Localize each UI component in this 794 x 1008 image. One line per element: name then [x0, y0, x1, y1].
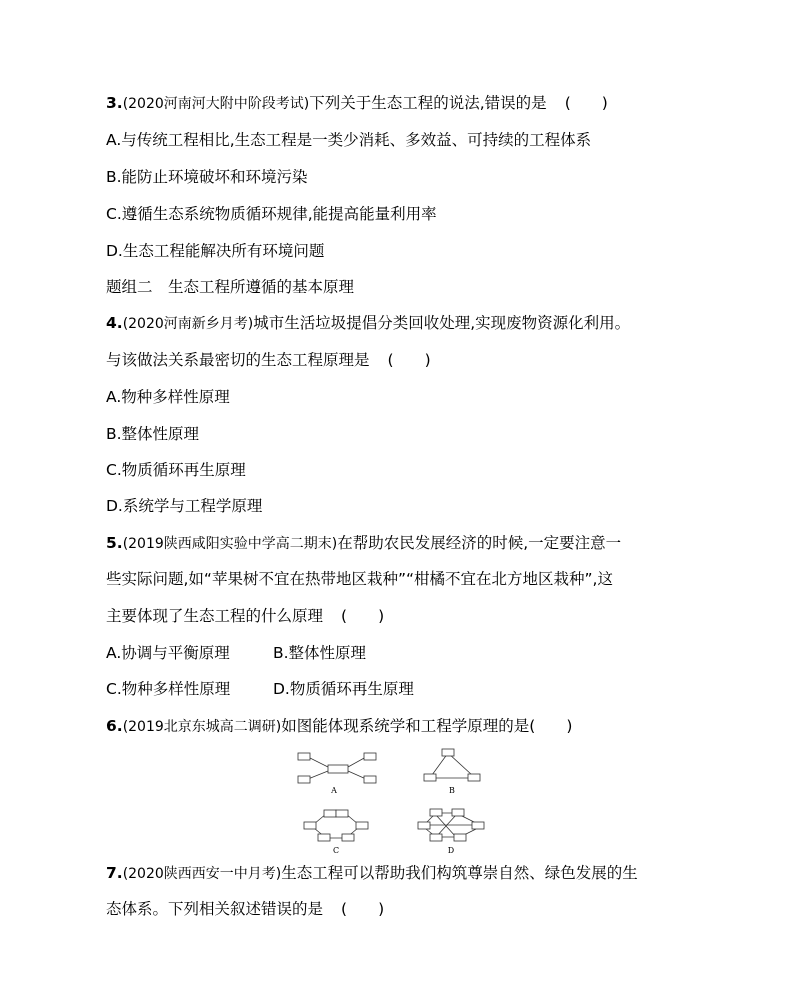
q7-number: 7. — [106, 864, 123, 882]
q3-stem — [106, 93, 608, 114]
q7-text-1: 生态工程可以帮助我们构筑尊崇自然、绿色发展的生 — [281, 864, 638, 882]
diagram-c — [304, 810, 368, 841]
q6-stem — [106, 716, 572, 737]
q4-number: 4. — [106, 314, 123, 332]
q5-answer-paren: ( ) — [341, 607, 385, 625]
q4-source: (2020河南新乡月考) — [122, 316, 254, 332]
q3-option-a: A.与传统工程相比,生态工程是一类少消耗、多效益、可持续的工程体系 — [106, 131, 592, 149]
q5-stem-line1 — [106, 533, 621, 554]
q5-number: 5. — [106, 534, 123, 552]
q3-option-b: B.能防止环境破坏和环境污染 — [106, 168, 308, 186]
q3-text: 下列关于生态工程的说法,错误的是 — [309, 94, 547, 112]
q6-figure — [296, 745, 496, 860]
q3-number: 3. — [106, 94, 123, 112]
q6-answer-paren: ( ) — [529, 717, 573, 735]
q4-option-b: B.整体性原理 — [106, 425, 200, 443]
figure-label-d: D — [447, 846, 455, 855]
q5-stem-line3 — [106, 606, 384, 626]
figure-label-a: A — [331, 786, 337, 795]
q5-option-c: C.物种多样性原理 — [106, 680, 231, 698]
q3-option-d: D.生态工程能解决所有环境问题 — [106, 242, 325, 260]
diagram-b — [424, 749, 480, 781]
q4-option-d: D.系统学与工程学原理 — [106, 497, 263, 515]
q7-stem-line1 — [106, 863, 638, 884]
diagram-d — [418, 809, 484, 841]
q4-text-1: 城市生活垃圾提倡分类回收处理,实现废物资源化利用。 — [253, 314, 631, 332]
q7-stem-line2 — [106, 899, 384, 919]
figure-label-b: B — [449, 786, 455, 795]
q5-text-3: 主要体现了生态工程的什么原理 — [106, 607, 324, 625]
q6-number: 6. — [106, 717, 123, 735]
q7-answer-paren: ( ) — [341, 900, 385, 918]
q4-text-2: 与该做法关系最密切的生态工程原理是 — [106, 351, 370, 369]
q5-option-b: B.整体性原理 — [273, 644, 367, 662]
q5-text-1: 在帮助农民发展经济的时候,一定要注意一 — [337, 534, 622, 552]
q4-stem-line1 — [106, 313, 630, 334]
q3-option-c: C.遵循生态系统物质循环规律,能提高能量利用率 — [106, 205, 437, 223]
diagram-a — [298, 753, 376, 783]
q5-option-a: A.协调与平衡原理 — [106, 644, 230, 662]
group2-heading: 题组二 生态工程所遵循的基本原理 — [106, 278, 355, 296]
q6-source: (2019北京东城高二调研) — [122, 719, 282, 735]
figure-label-c: C — [332, 846, 340, 855]
q7-source: (2020陕西西安一中月考) — [122, 866, 282, 882]
q4-option-c: C.物质循环再生原理 — [106, 461, 246, 479]
q6-text: 如图能体现系统学和工程学原理的是 — [281, 717, 530, 735]
q4-stem-line2 — [106, 350, 431, 370]
q5-source: (2019陕西咸阳实验中学高二期末) — [122, 536, 338, 552]
q4-option-a: A.物种多样性原理 — [106, 388, 230, 406]
q5-stem-line2: 些实际问题,如“苹果树不宜在热带地区栽种”“柑橘不宜在北方地区栽种”,这 — [106, 570, 613, 588]
q4-answer-paren: ( ) — [387, 351, 431, 369]
q3-source: (2020河南河大附中阶段考试) — [122, 96, 310, 112]
q7-text-2: 态体系。下列相关叙述错误的是 — [106, 900, 324, 918]
q5-option-d: D.物质循环再生原理 — [273, 680, 414, 698]
q3-answer-paren: ( ) — [564, 94, 608, 112]
